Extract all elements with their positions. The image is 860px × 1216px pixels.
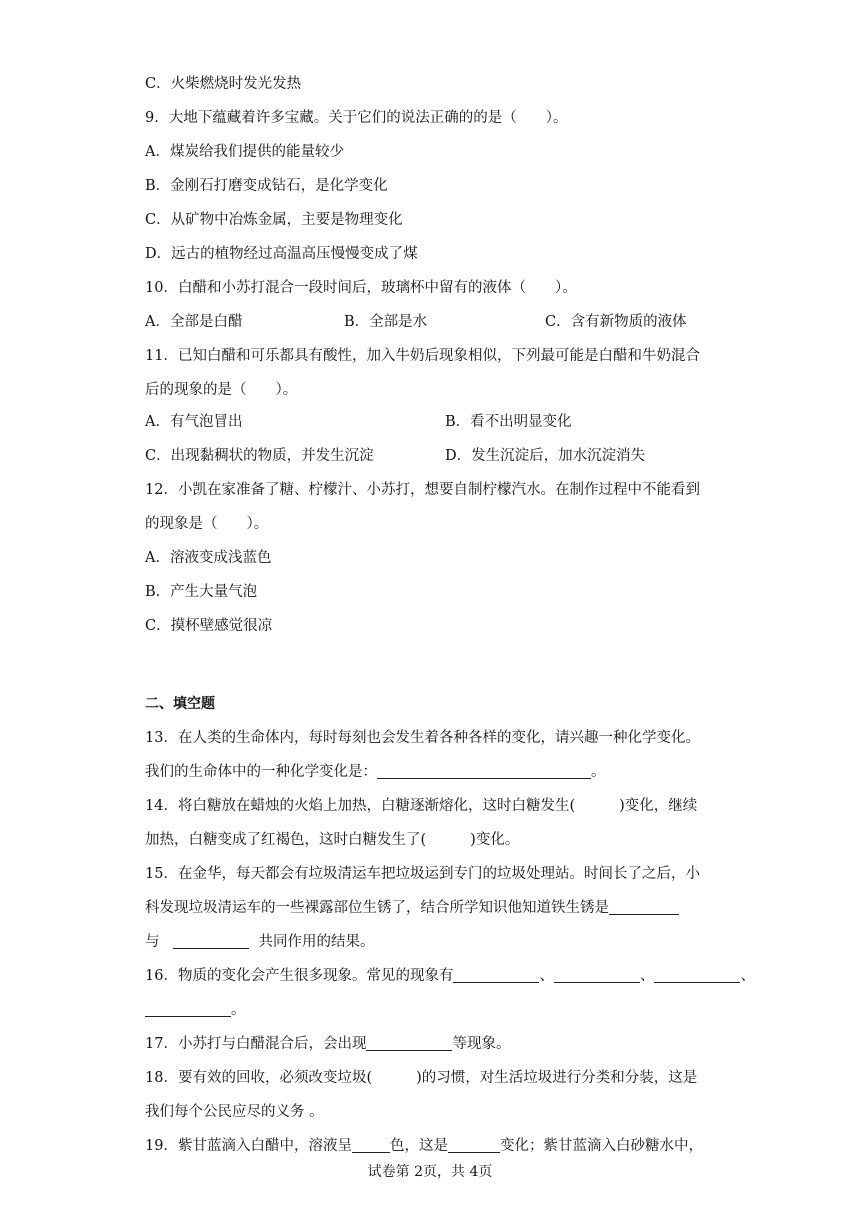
- q16-text: 16．物质的变化会产生很多现象。常见的现象有: [145, 968, 454, 984]
- q9-option-b: B．金刚石打磨变成钻石，是化学变化: [145, 178, 388, 194]
- q16-sep-3: 、: [740, 968, 755, 984]
- q18-line2: 我们每个公民应尽的义务 。: [145, 1104, 324, 1120]
- q16-answer-blank-3[interactable]: [654, 966, 740, 983]
- q12-option-b: B．产生大量气泡: [145, 584, 258, 600]
- q11-stem-line1: 11．已知白醋和可乐都具有酸性，加入牛奶后现象相似，下列最可能是白醋和牛奶混合: [145, 348, 700, 364]
- q15-text-b: 共同作用的结果。: [258, 934, 375, 950]
- q9-option-d: D．远古的植物经过高温高压慢慢变成了煤: [145, 246, 418, 262]
- q11-stem-line2: 后的现象的是（ ）。: [145, 382, 298, 398]
- q16-answer-blank-4[interactable]: [145, 1000, 231, 1017]
- q16-answer-blank-1[interactable]: [453, 966, 539, 983]
- q17-text-b: 等现象。: [452, 1036, 511, 1052]
- q19-text-c: 变化；紫甘蓝滴入白砂糖水中，: [499, 1138, 703, 1154]
- q17-line1: [145, 1034, 510, 1054]
- q12-stem-line2: 的现象是（ ）。: [145, 516, 269, 532]
- q19-text-b: 色，这是: [389, 1138, 448, 1154]
- q8-option-c: C．火柴燃烧时发光发热: [145, 76, 302, 92]
- q11-option-d: D．发生沉淀后，加水沉淀消失: [445, 448, 646, 464]
- q10-option-a: A．全部是白醋: [145, 314, 243, 330]
- q10-option-b: B．全部是水: [344, 314, 428, 330]
- q15-answer-blank-2[interactable]: [173, 932, 249, 949]
- q15-text-and: 与: [145, 934, 160, 950]
- q16-line2: [145, 1000, 246, 1020]
- q15-answer-blank-1[interactable]: [609, 898, 679, 915]
- q16-period: 。: [231, 1002, 246, 1018]
- q11-option-c: C．出现黏稠状的物质，并发生沉淀: [145, 448, 374, 464]
- q15-line1: 15．在金华，每天都会有垃圾清运车把垃圾运到专门的垃圾处理站。时间长了之后，小: [145, 866, 700, 882]
- q12-stem-line1: 12．小凯在家准备了糖、柠檬汁、小苏打，想要自制柠檬汽水。在制作过程中不能看到: [145, 482, 700, 498]
- q12-option-c: C．摸杯壁感觉很凉: [145, 618, 273, 634]
- q11-option-a: A．有气泡冒出: [145, 414, 243, 430]
- q14-text-c: 加热，白糖变成了红褐色，这时白糖发生了(: [145, 832, 427, 848]
- q14-text-a: 14．将白糖放在蜡烛的火焰上加热，白糖逐渐熔化，这时白糖发生(: [145, 798, 576, 814]
- q19-line1: [145, 1136, 703, 1156]
- q15-line2: [145, 898, 679, 918]
- q13-answer-blank[interactable]: [377, 762, 591, 779]
- q16-sep-2: 、: [639, 968, 655, 984]
- q14-line2: [145, 830, 519, 850]
- q12-option-a: A．溶液变成浅蓝色: [145, 550, 272, 566]
- q18-line1: [145, 1068, 697, 1088]
- q9-option-a: A．煤炭给我们提供的能量较少: [145, 144, 344, 160]
- q18-text-a: 18．要有效的回收，必须改变垃圾(: [145, 1070, 373, 1086]
- q14-text-d: )变化。: [470, 832, 520, 848]
- q11-option-b: B．看不出明显变化: [445, 414, 572, 430]
- q16-line1: [145, 966, 755, 986]
- q19-answer-blank-1[interactable]: [352, 1136, 390, 1153]
- q10-option-c: C．含有新物质的液体: [545, 314, 687, 330]
- q13-period: 。: [591, 764, 606, 780]
- q18-text-b: )的习惯，对生活垃圾进行分类和分装，这是: [416, 1070, 698, 1086]
- q13-text: 我们的生命体中的一种化学变化是：: [145, 764, 377, 780]
- q9-stem: 9．大地下蕴藏着许多宝藏。关于它们的说法正确的的是（ ）。: [145, 110, 568, 126]
- q17-answer-blank[interactable]: [366, 1034, 452, 1051]
- q14-line1: [145, 796, 697, 816]
- q16-answer-blank-2[interactable]: [554, 966, 640, 983]
- q13-line2: [145, 762, 606, 782]
- page-footer: 试卷第 2页，共 4页: [367, 1164, 493, 1180]
- section-heading-fill-in: 二、填空题: [145, 696, 215, 712]
- q13-line1: 13．在人类的生命体内，每时每刻也会发生着各种各样的变化，请兴趣一种化学变化。: [145, 730, 700, 746]
- q15-text-a: 科发现垃圾清运车的一些裸露部位生锈了，结合所学知识他知道铁生锈是: [145, 900, 609, 916]
- q16-sep-1: 、: [539, 968, 554, 984]
- q10-stem: 10．白醋和小苏打混合一段时间后，玻璃杯中留有的液体（ ）。: [145, 280, 577, 296]
- q14-text-b: )变化，继续: [619, 798, 698, 814]
- q15-line3: [145, 932, 375, 952]
- q9-option-c: C．从矿物中冶炼金属，主要是物理变化: [145, 212, 403, 228]
- q17-text-a: 17．小苏打与白醋混合后，会出现: [145, 1036, 367, 1052]
- q19-text-a: 19．紫甘蓝滴入白醋中，溶液呈: [145, 1138, 352, 1154]
- q19-answer-blank-2[interactable]: [448, 1136, 500, 1153]
